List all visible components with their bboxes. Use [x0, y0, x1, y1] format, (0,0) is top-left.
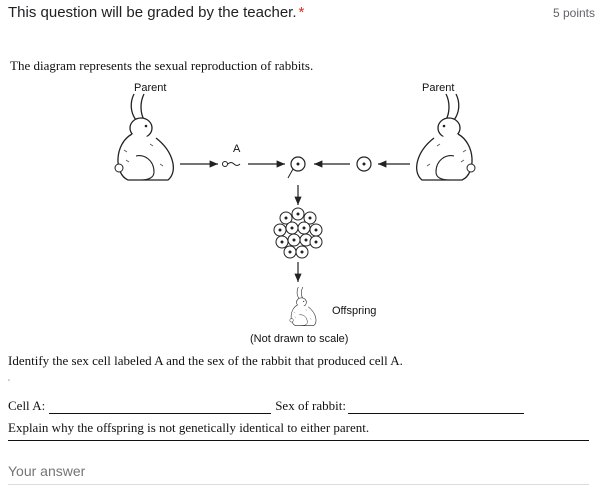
explain-prompt: Explain why the offspring is not genetically identical to either parent.	[8, 420, 370, 435]
cell-a-label: A	[233, 143, 241, 155]
question-title-text: This question will be graded by the teacher.	[8, 4, 297, 21]
offspring-label: Offspring	[332, 305, 377, 317]
answer-input[interactable]	[8, 461, 588, 481]
answer-underline	[8, 484, 589, 485]
parent-right-rabbit	[417, 94, 475, 180]
cell-a-blank	[49, 401, 271, 414]
points-badge: 5 points	[552, 6, 595, 20]
embryo-cluster	[274, 208, 322, 258]
sperm-cell-a	[223, 162, 241, 167]
parent-right-label: Parent	[422, 82, 455, 94]
scale-note: (Not drawn to scale)	[250, 333, 349, 345]
parent-left-label: Parent	[134, 82, 167, 94]
required-asterisk: *	[298, 4, 305, 21]
identify-prompt: Identify the sex cell labeled A and the sex of the rabbit that produced cell A.	[8, 353, 403, 368]
egg-fertilization	[288, 157, 305, 178]
cell-a-prompt: Cell A:	[8, 398, 46, 413]
tick-mark: '	[8, 378, 10, 389]
cell-a-row	[8, 398, 524, 414]
parent-left-rabbit	[115, 94, 173, 180]
egg-cell	[357, 157, 371, 171]
sex-blank	[348, 401, 524, 414]
divider	[8, 440, 589, 441]
sex-prompt: Sex of rabbit:	[275, 398, 346, 413]
offspring-rabbit	[290, 287, 316, 326]
question-intro: The diagram represents the sexual reproduction of rabbits.	[10, 58, 314, 73]
